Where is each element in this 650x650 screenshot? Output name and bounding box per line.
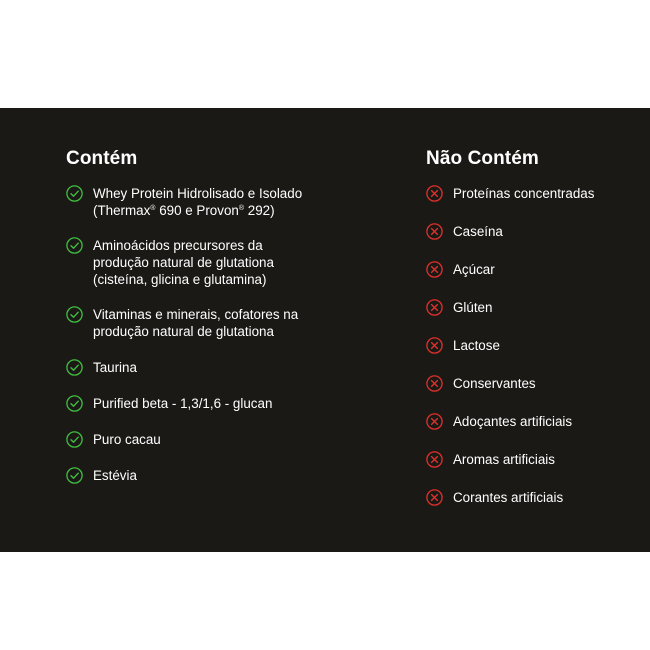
contains-item-label: Aminoácidos precursores da produção natural de glutationa (cisteína, glicina e glutamina) bbox=[93, 238, 274, 287]
not-contains-item-label: Glúten bbox=[453, 300, 493, 315]
not-contains-item-label: Caseína bbox=[453, 224, 503, 239]
contains-item-label: Purified beta - 1,3/1,6 - glucan bbox=[93, 396, 273, 411]
contains-title: Contém bbox=[66, 148, 138, 169]
not-contains-item bbox=[426, 261, 495, 278]
contains-item-label: Puro cacau bbox=[93, 432, 161, 447]
not-contains-item-label: Conservantes bbox=[453, 376, 536, 391]
check-circle-icon bbox=[66, 395, 83, 412]
x-circle-icon bbox=[426, 413, 443, 430]
not-contains-item bbox=[426, 413, 572, 430]
check-circle-icon bbox=[66, 467, 83, 484]
x-circle-icon bbox=[426, 451, 443, 468]
not-contains-item bbox=[426, 451, 555, 468]
x-circle-icon bbox=[426, 261, 443, 278]
not-contains-item bbox=[426, 185, 594, 202]
contains-item bbox=[66, 237, 274, 288]
check-circle-icon bbox=[66, 185, 83, 202]
not-contains-item bbox=[426, 337, 500, 354]
ingredients-panel bbox=[0, 108, 650, 552]
not-contains-item bbox=[426, 375, 536, 392]
contains-item-label: Estévia bbox=[93, 468, 137, 483]
x-circle-icon bbox=[426, 223, 443, 240]
x-circle-icon bbox=[426, 375, 443, 392]
not-contains-item bbox=[426, 489, 563, 506]
contains-item bbox=[66, 395, 272, 412]
check-circle-icon bbox=[66, 431, 83, 448]
not-contains-item-label: Lactose bbox=[453, 338, 500, 353]
check-circle-icon bbox=[66, 359, 83, 376]
check-circle-icon bbox=[66, 306, 83, 323]
contains-item bbox=[66, 359, 137, 376]
not-contains-item-label: Aromas artificiais bbox=[453, 452, 555, 467]
contains-item-label: Whey Protein Hidrolisado e Isolado (Thermax® 690 e Provon® 292) bbox=[93, 186, 303, 218]
check-circle-icon bbox=[66, 237, 83, 254]
not-contains-item-label: Proteínas concentradas bbox=[453, 186, 595, 201]
contains-item bbox=[66, 431, 161, 448]
not-contains-item-label: Açúcar bbox=[453, 262, 495, 277]
contains-item bbox=[66, 306, 298, 340]
x-circle-icon bbox=[426, 337, 443, 354]
not-contains-item-label: Corantes artificiais bbox=[453, 490, 564, 505]
not-contains-title: Não Contém bbox=[426, 148, 539, 169]
not-contains-item bbox=[426, 223, 503, 240]
x-circle-icon bbox=[426, 489, 443, 506]
contains-item bbox=[66, 467, 137, 484]
contains-item bbox=[66, 185, 302, 219]
contains-item-label: Taurina bbox=[93, 360, 137, 375]
not-contains-item-label: Adoçantes artificiais bbox=[453, 414, 573, 429]
x-circle-icon bbox=[426, 299, 443, 316]
contains-item-label: Vitaminas e minerais, cofatores na produção natural de glutationa bbox=[93, 307, 299, 339]
not-contains-item bbox=[426, 299, 492, 316]
x-circle-icon bbox=[426, 185, 443, 202]
